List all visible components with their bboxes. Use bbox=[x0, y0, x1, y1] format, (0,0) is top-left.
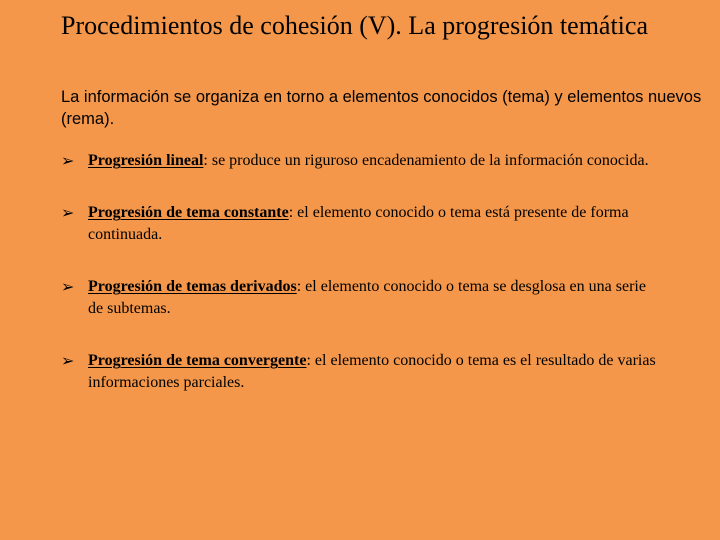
bullet-item-tema-constante bbox=[61, 202, 661, 246]
bullet-text: : se produce un riguroso encadenamiento de la información conocida. bbox=[203, 152, 649, 169]
bullet-list bbox=[61, 150, 661, 424]
intro-paragraph: La información se organiza en torno a elementos conocidos (tema) y elementos nuevos (rema). bbox=[61, 88, 702, 128]
bullet-term: Progresión de tema convergente bbox=[88, 352, 307, 369]
arrow-right-icon: ➢ bbox=[61, 151, 75, 170]
arrow-right-icon: ➢ bbox=[61, 277, 75, 296]
bullet-term: Progresión lineal bbox=[88, 152, 204, 169]
bullet-item-tema-convergente bbox=[61, 350, 661, 394]
bullet-term: Progresión de temas derivados bbox=[88, 278, 297, 295]
bullet-term: Progresión de tema constante bbox=[88, 204, 289, 221]
arrow-right-icon: ➢ bbox=[61, 351, 75, 370]
bullet-text: : el elemento conocido o tema está presente de forma continuada. bbox=[88, 204, 629, 243]
bullet-item-temas-derivados bbox=[61, 276, 661, 320]
bullet-item-progresion-lineal bbox=[61, 150, 661, 172]
bullet-text: : el elemento conocido o tema es el resultado de varias informaciones parciales. bbox=[88, 352, 656, 391]
bullet-text: : el elemento conocido o tema se desglosa en una serie de subtemas. bbox=[88, 278, 646, 317]
slide-title: Procedimientos de cohesión (V). La progresión temática bbox=[61, 11, 648, 40]
arrow-right-icon: ➢ bbox=[61, 203, 75, 222]
